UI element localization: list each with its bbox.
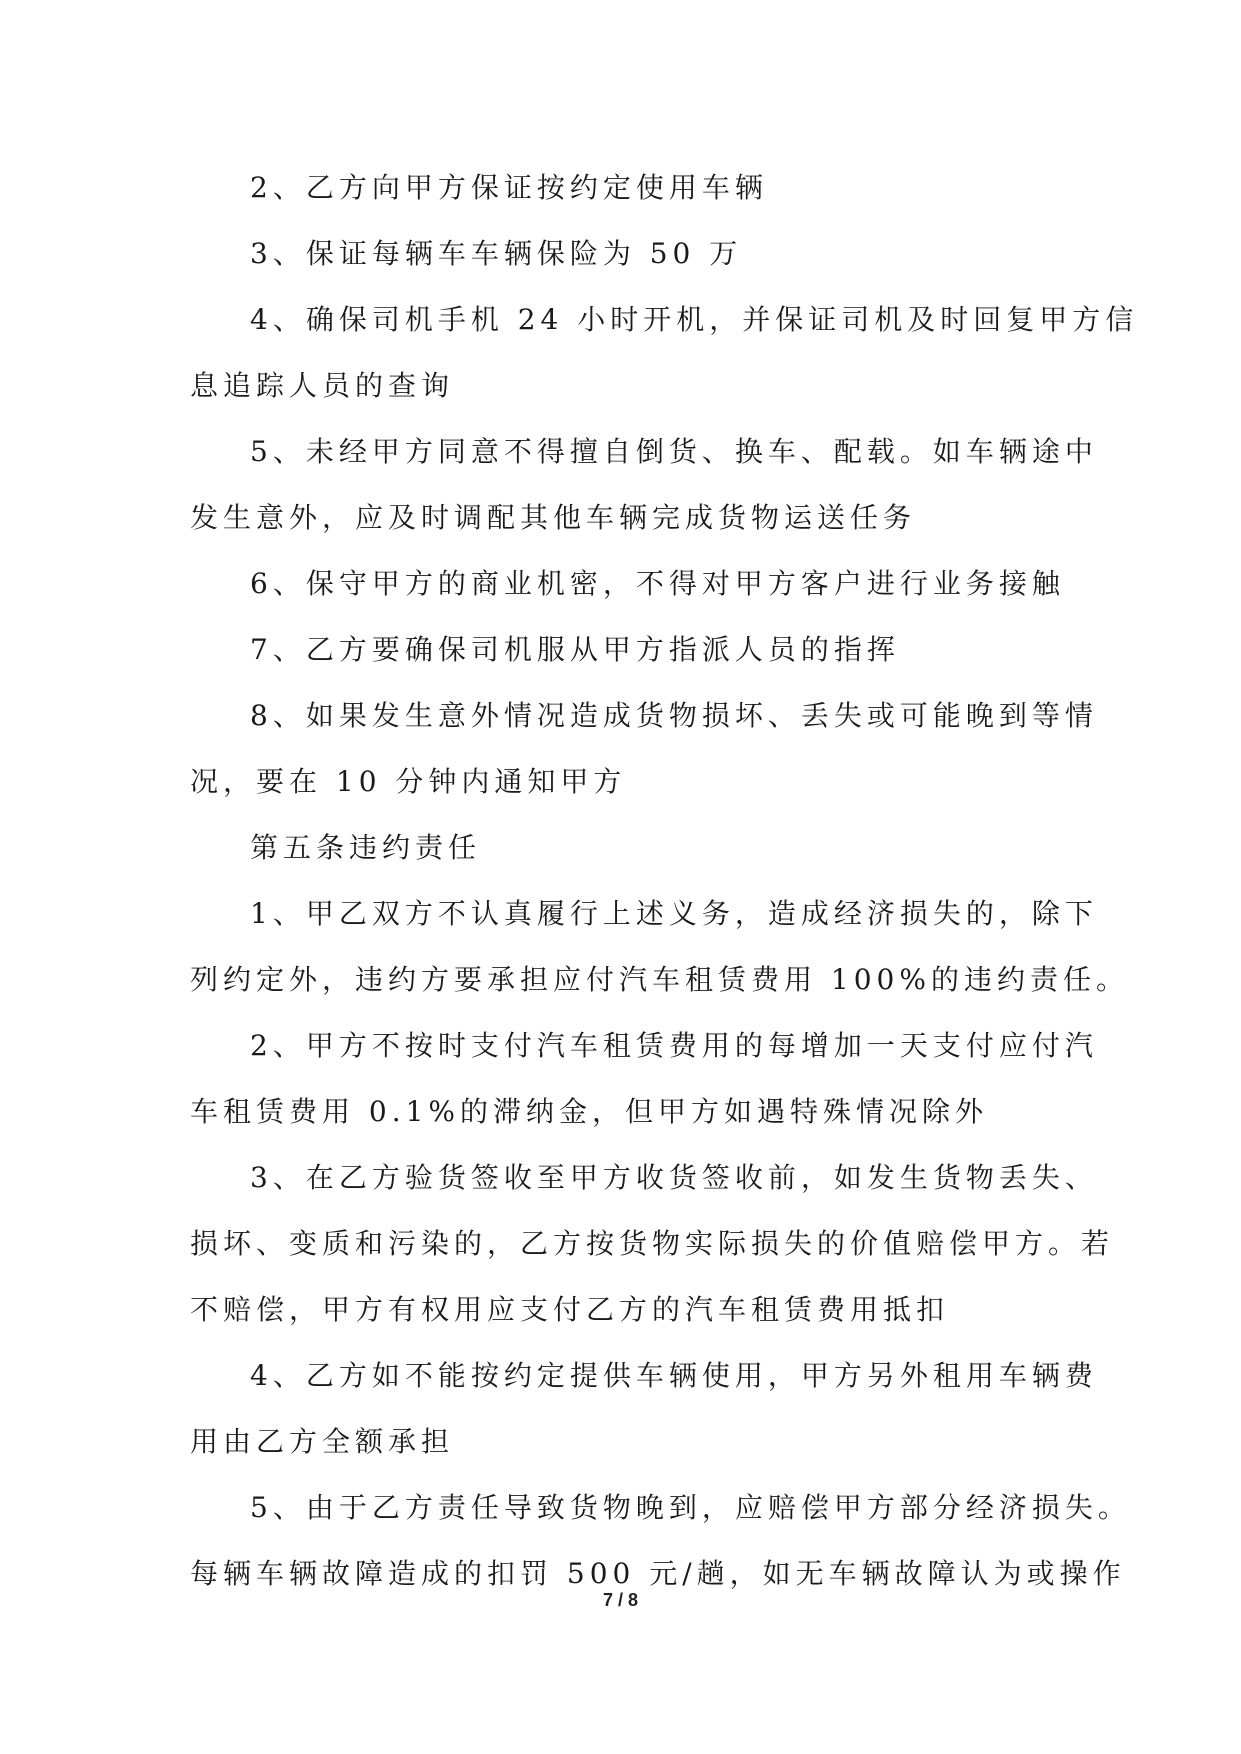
paragraph-line: 每辆车辆故障造成的扣罚 500 元/趟，如无车辆故障认为或操作 [190,1557,1126,1590]
section-heading: 第五条违约责任 [250,831,482,864]
paragraph-line: 5、未经甲方同意不得擅自倒货、换车、配载。如车辆途中 [250,435,1098,468]
paragraph-line: 发生意外，应及时调配其他车辆完成货物运送任务 [190,501,917,534]
paragraph-line: 3、保证每辆车车辆保险为 50 万 [250,237,743,270]
page-number: 7 / 8 [602,1590,639,1610]
paragraph-line: 损坏、变质和污染的，乙方按货物实际损失的价值赔偿甲方。若 [190,1227,1115,1260]
paragraph-line: 1、甲乙双方不认真履行上述义务，造成经济损失的，除下 [250,897,1098,930]
paragraph-line: 车租赁费用 0.1%的滞纳金，但甲方如遇特殊情况除外 [190,1095,989,1128]
paragraph-line: 列约定外，违约方要承担应付汽车租赁费用 100%的违约责任。 [190,963,1129,996]
paragraph-line: 不赔偿，甲方有权用应支付乙方的汽车租赁费用抵扣 [190,1293,950,1326]
paragraph-line: 8、如果发生意外情况造成货物损坏、丢失或可能晚到等情 [250,699,1098,732]
document-body [190,155,1139,1607]
paragraph-line: 用由乙方全额承担 [190,1425,455,1458]
paragraph-line: 息追踪人员的查询 [190,369,455,402]
paragraph-line: 6、保守甲方的商业机密，不得对甲方客户进行业务接触 [250,567,1065,600]
paragraph-line: 2、甲方不按时支付汽车租赁费用的每增加一天支付应付汽 [250,1029,1098,1062]
paragraph-line: 2、乙方向甲方保证按约定使用车辆 [250,171,768,204]
paragraph-line: 5、由于乙方责任导致货物晚到，应赔偿甲方部分经济损失。 [250,1491,1131,1524]
paragraph-line: 4、确保司机手机 24 小时开机，并保证司机及时回复甲方信 [250,303,1139,336]
paragraph-line: 3、在乙方验货签收至甲方收货签收前，如发生货物丢失、 [250,1161,1098,1194]
paragraph-line: 4、乙方如不能按约定提供车辆使用，甲方另外租用车辆费 [250,1359,1098,1392]
paragraph-line: 况，要在 10 分钟内通知甲方 [190,765,627,798]
paragraph-line: 7、乙方要确保司机服从甲方指派人员的指挥 [250,633,900,666]
